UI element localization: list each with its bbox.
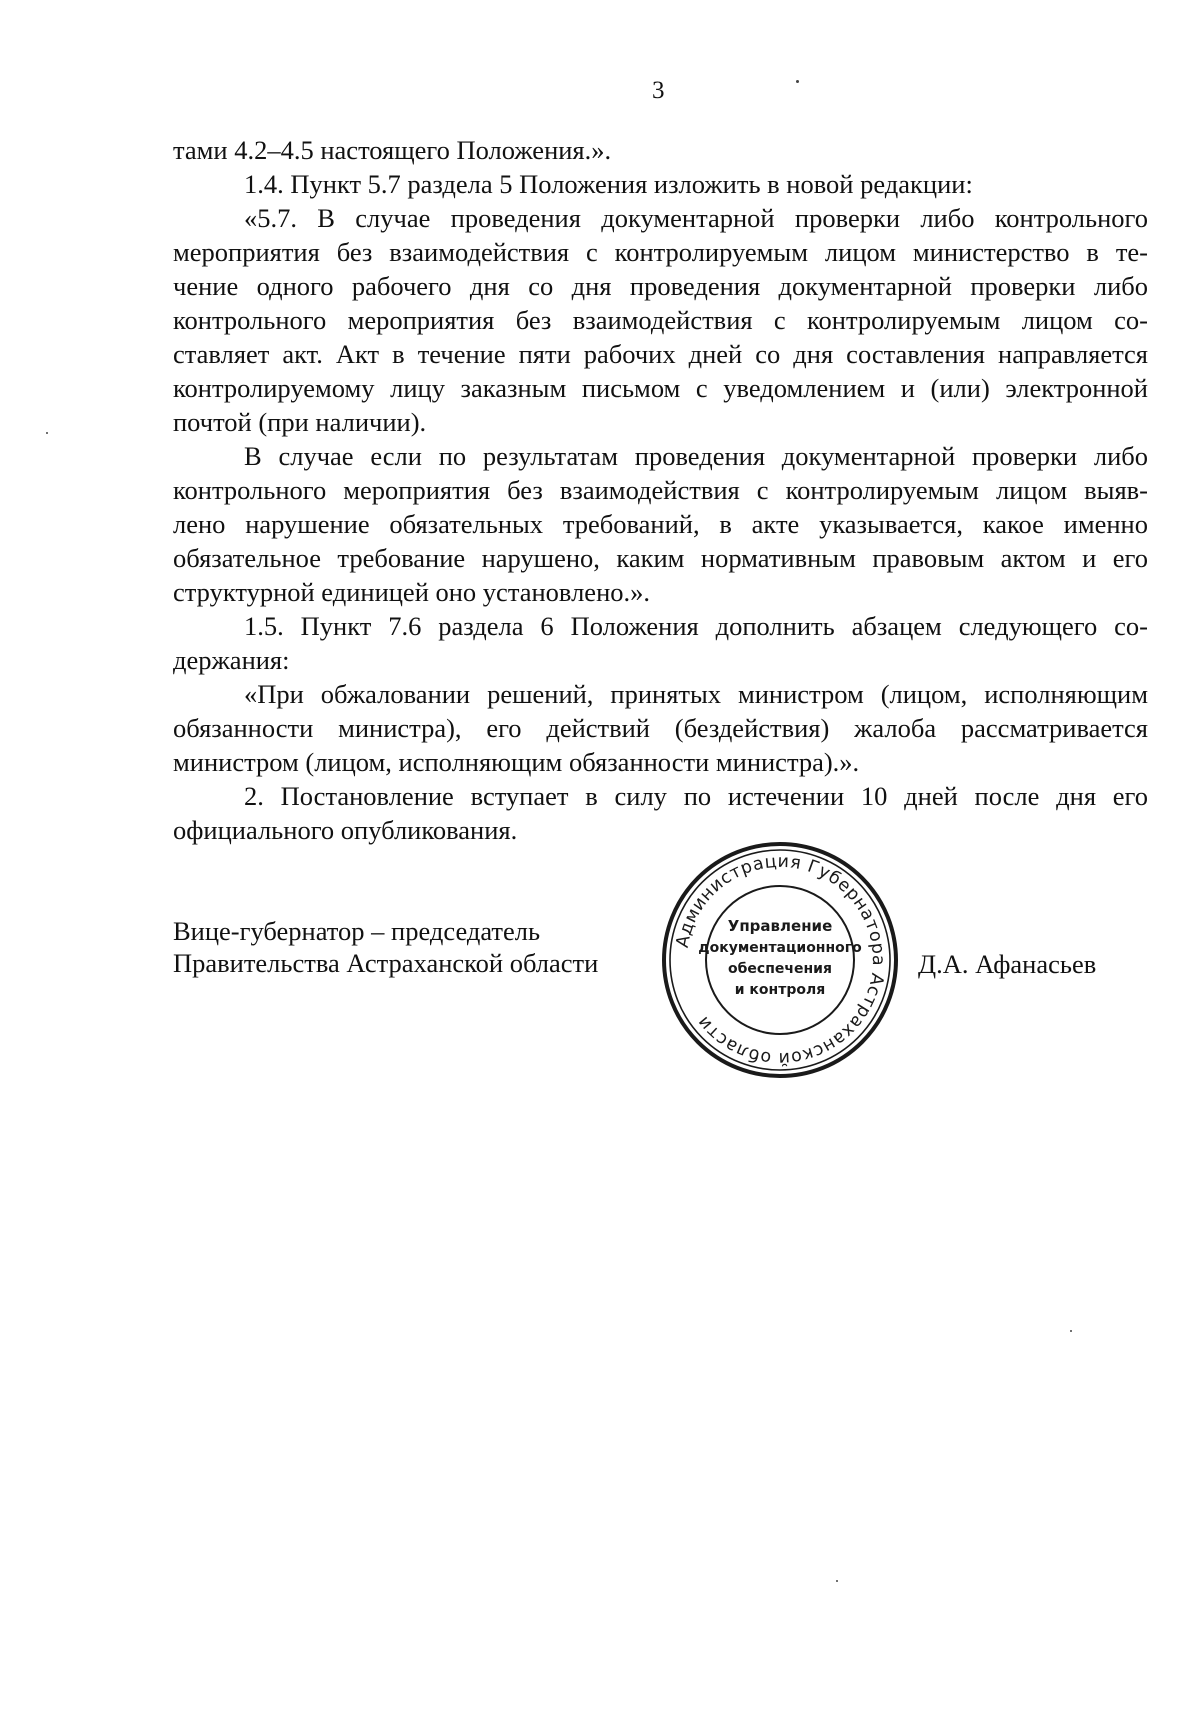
body-line: чение одного рабочего дня со дня проведения документарной проверки либо	[173, 271, 1148, 301]
scan-speck	[1070, 1330, 1072, 1332]
body-line: контрольного мероприятия без взаимодействия с контролируемым лицом со-	[173, 305, 1148, 335]
body-line: ставляет акт. Акт в течение пяти рабочих дней со дня составления направляется	[173, 339, 1148, 369]
body-line: держания:	[173, 645, 290, 675]
body-line: тами 4.2–4.5 настоящего Положения.».	[173, 135, 612, 165]
body-line: 1.5. Пункт 7.6 раздела 6 Положения дополнить абзацем следующего со-	[244, 611, 1148, 641]
signatory-name: Д.А. Афанасьев	[918, 949, 1097, 979]
body-line: «При обжаловании решений, принятых министром (лицом, исполняющим	[244, 679, 1148, 709]
body-line: лено нарушение обязательных требований, в акте указывается, какое именно	[173, 509, 1148, 539]
scan-speck	[836, 1580, 838, 1582]
body-line: В случае если по результатам проведения документарной проверки либо	[244, 441, 1148, 471]
stamp-center-line1: Управление	[727, 917, 833, 935]
scan-speck	[796, 80, 799, 83]
body-line: обязанности министра), его действий (бездействия) жалоба рассматривается	[173, 713, 1148, 743]
stamp-ring-text: Администрация Губернатора Астраханской области	[672, 851, 889, 1069]
body-line: обязательное требование нарушено, каким нормативным правовым актом и его	[173, 543, 1148, 573]
body-line: министром (лицом, исполняющим обязанности министра).».	[173, 747, 860, 777]
body-line: 2. Постановление вступает в силу по истечении 10 дней после дня его	[244, 781, 1148, 811]
body-line: почтой (при наличии).	[173, 407, 427, 437]
stamp-center-line2: документационного	[698, 940, 862, 956]
page-number: 3	[652, 77, 665, 104]
body-line: 1.4. Пункт 5.7 раздела 5 Положения изложить в новой редакции:	[244, 169, 973, 199]
body-line: мероприятия без взаимодействия с контролируемым лицом министерство в те-	[173, 237, 1148, 267]
body-line: «5.7. В случае проведения документарной проверки либо контрольного	[244, 203, 1148, 233]
stamp-center-line3: обеспечения	[728, 961, 832, 977]
signatory-position-line2: Правительства Астраханской области	[173, 948, 599, 978]
stamp-outer-ring	[664, 844, 896, 1076]
stamp-center-line4: и контроля	[734, 982, 826, 998]
signatory-position	[173, 915, 598, 979]
body-line: контролируемому лицу заказным письмом с уведомлением и (или) электронной	[173, 373, 1148, 403]
signatory-position-line1: Вице-губернатор – председатель	[173, 916, 541, 946]
body-line: контрольного мероприятия без взаимодействия с контролируемым лицом выяв-	[173, 475, 1148, 505]
stamp-outer-inner-ring	[670, 850, 890, 1070]
body-line: структурной единицей оно установлено.».	[173, 577, 650, 607]
scan-speck	[46, 432, 48, 434]
official-stamp	[655, 835, 905, 1085]
body-line: официального опубликования.	[173, 815, 518, 845]
stamp-inner-ring	[706, 886, 854, 1034]
